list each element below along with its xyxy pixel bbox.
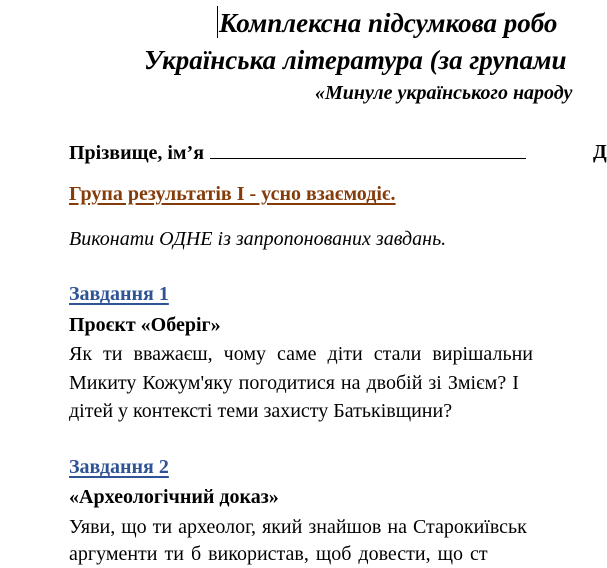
task-2-text-line: Уяви, що ти археолог, який знайшов на Старокиївськ [69, 516, 527, 538]
task-1-heading: Завдання 1 [69, 283, 169, 305]
task-1-text-line: дітей у контексті теми захисту Батьківщини? [69, 400, 453, 422]
task-1-text-line: Як ти вважаєш, чому саме діти стали вирішальни [69, 343, 533, 365]
instruction-text: Виконати ОДНЕ із запропонованих завдань. [69, 228, 447, 250]
date-label: Д [593, 141, 607, 163]
text-cursor [217, 6, 218, 38]
task-1-title: Проєкт «Оберіг» [69, 314, 221, 336]
group-heading: Група результатів І - усно взаємодіє. [69, 183, 396, 205]
task-2-heading: Завдання 2 [69, 456, 169, 478]
document-subtitle: «Минуле українського народу [315, 82, 573, 104]
task-2-text-line: аргументи ти б використав, щоб довести, що ст [69, 543, 488, 565]
task-1-text-line: Микиту Кожум'яку погодитися на двобій зі Змієм? І [69, 372, 519, 394]
task-2-title: «Археологічний доказ» [69, 486, 279, 508]
student-name-blank[interactable] [210, 138, 526, 159]
student-name-label: Прізвище, ім’я [69, 142, 205, 164]
student-name-field[interactable] [69, 138, 526, 167]
document-title-line-2: Українська література (за групами [144, 45, 567, 75]
document-title-line-1: Комплексна підсумкова робо [219, 8, 558, 38]
